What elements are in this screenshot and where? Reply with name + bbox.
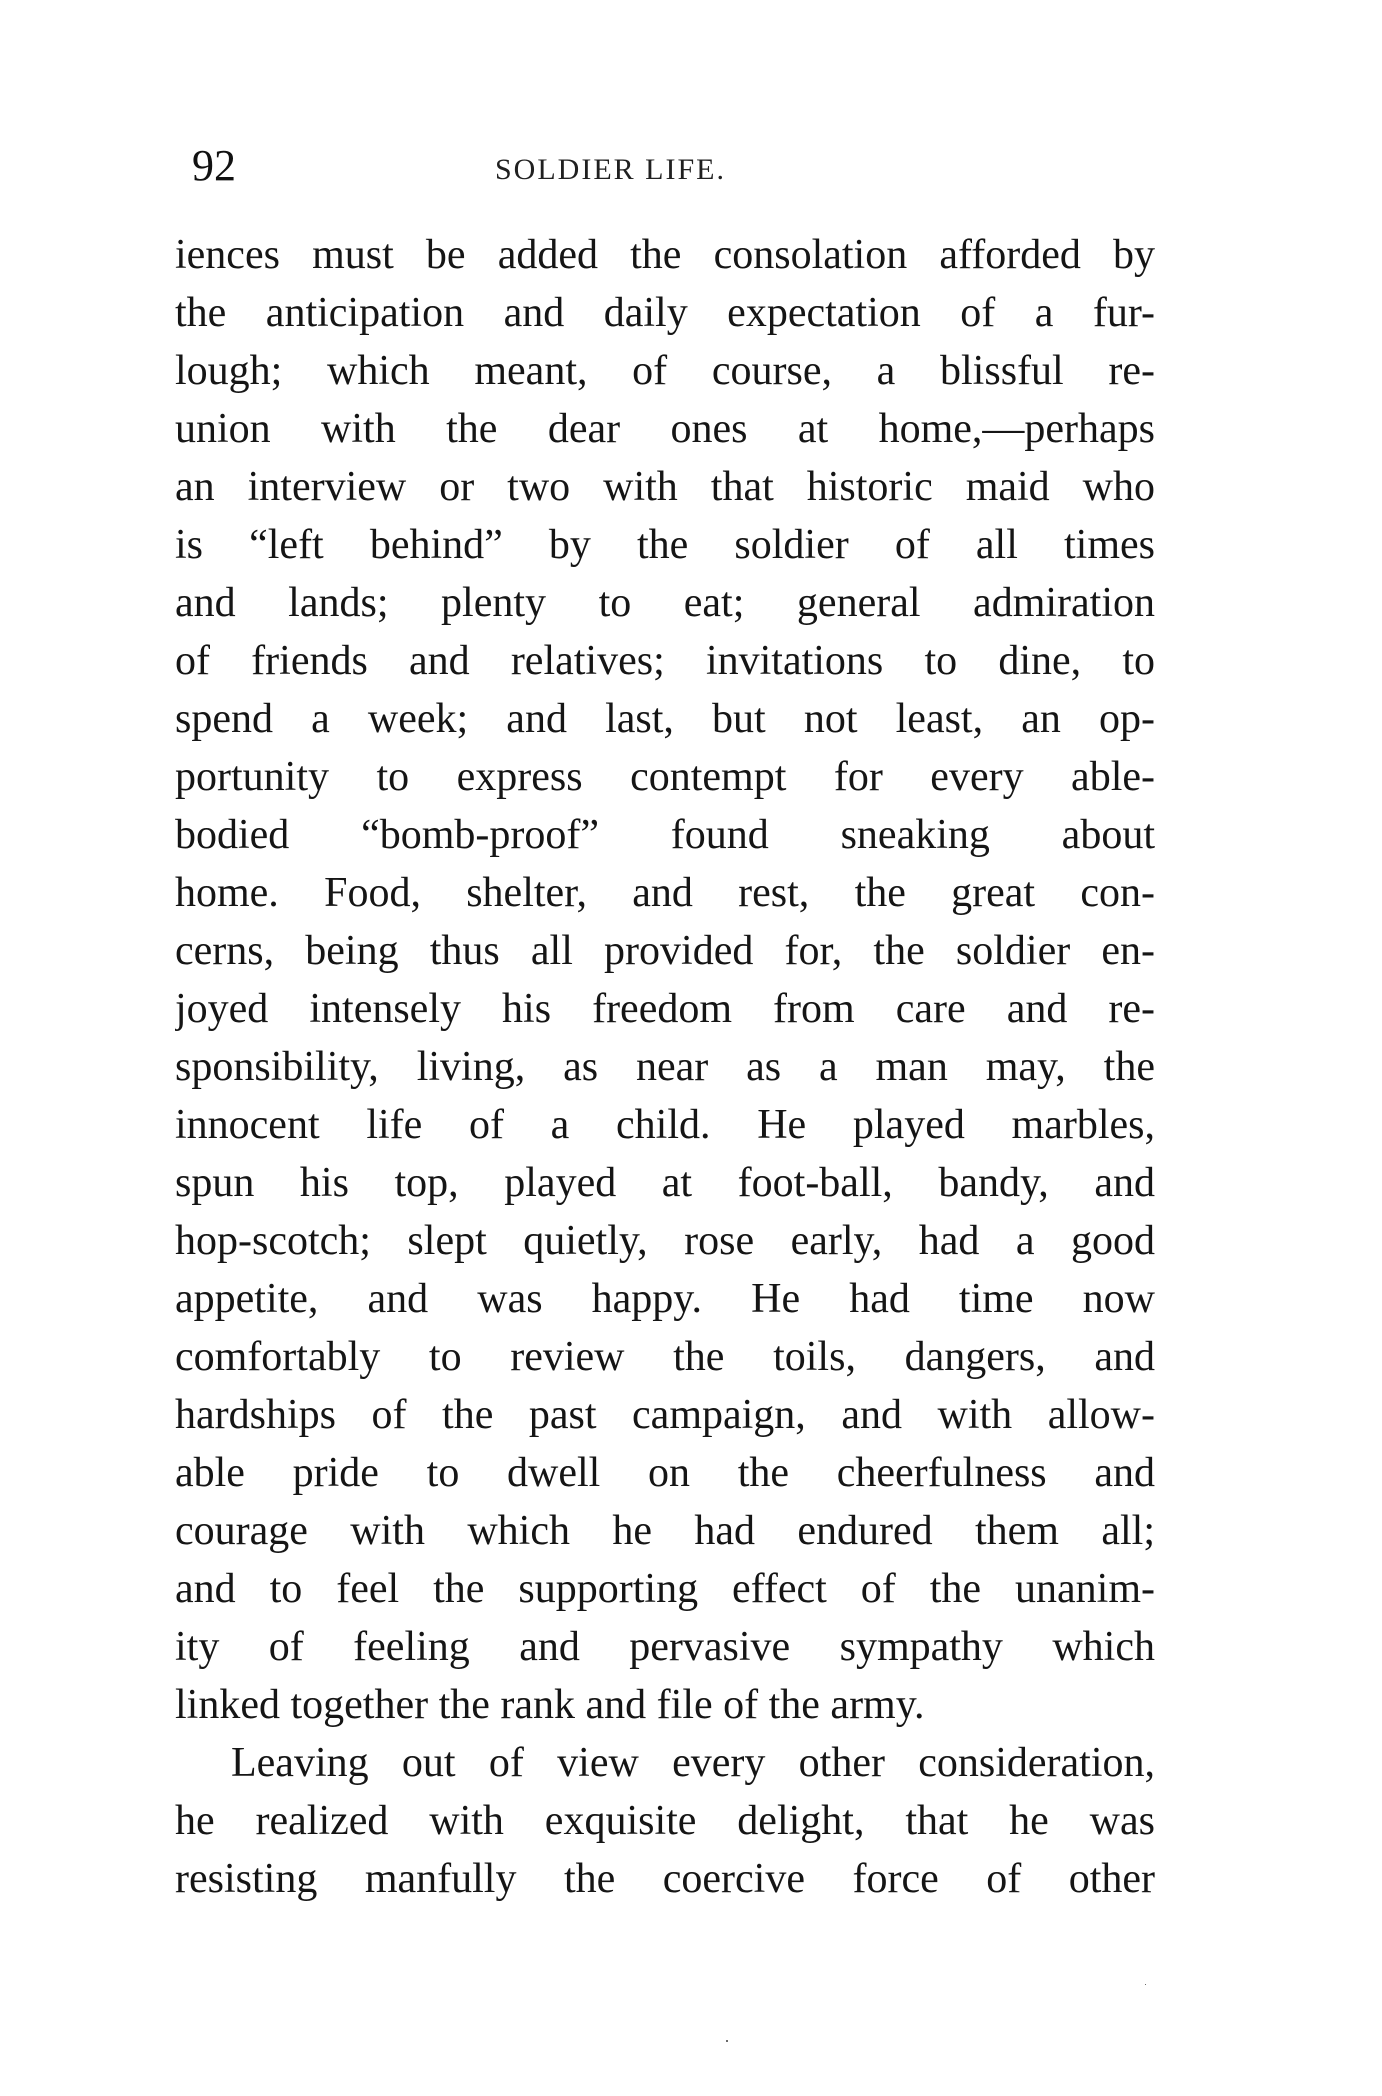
text-line: lough; which meant, of course, a blissful re- <box>175 348 1155 394</box>
text-line: able pride to dwell on the cheerfulness and <box>175 1450 1155 1496</box>
text-line: iences must be added the consolation afforded by <box>175 232 1155 278</box>
text-line: innocent life of a child. He played marbles, <box>175 1102 1155 1148</box>
text-line: the anticipation and daily expectation of a fur- <box>175 290 1155 336</box>
page-number: 92 <box>192 141 236 190</box>
text-line: is “left behind” by the soldier of all times <box>175 522 1155 568</box>
text-line: and to feel the supporting effect of the unanim- <box>175 1566 1155 1612</box>
text-line: sponsibility, living, as near as a man may, the <box>175 1044 1155 1090</box>
text-line: cerns, being thus all provided for, the soldier en- <box>175 928 1155 974</box>
text-line: spend a week; and last, but not least, an op- <box>175 696 1155 742</box>
text-line: of friends and relatives; invitations to dine, to <box>175 638 1155 684</box>
text-line: ity of feeling and pervasive sympathy which <box>175 1624 1155 1670</box>
text-line: courage with which he had endured them all; <box>175 1508 1155 1554</box>
text-line: joyed intensely his freedom from care and re- <box>175 986 1155 1032</box>
text-line: bodied “bomb-proof” found sneaking about <box>175 812 1155 858</box>
text-line: spun his top, played at foot-ball, bandy, and <box>175 1160 1155 1206</box>
text-line: appetite, and was happy. He had time now <box>175 1276 1155 1322</box>
text-line: resisting manfully the coercive force of other <box>175 1856 1155 1902</box>
text-line: comfortably to review the toils, dangers, and <box>175 1334 1155 1380</box>
text-line: home. Food, shelter, and rest, the great con- <box>175 870 1155 916</box>
text-line: hardships of the past campaign, and with allow- <box>175 1392 1155 1438</box>
text-line: he realized with exquisite delight, that he was <box>175 1798 1155 1844</box>
text-line: union with the dear ones at home,—perhaps <box>175 406 1155 452</box>
running-title: SOLDIER LIFE. <box>495 153 726 186</box>
paper-speck <box>1145 1984 1146 1985</box>
running-head <box>192 138 1152 198</box>
text-line: linked together the rank and file of the army. <box>175 1682 925 1728</box>
body-text <box>175 226 1155 1908</box>
paper-speck <box>726 2040 728 2042</box>
text-line: hop-scotch; slept quietly, rose early, had a good <box>175 1218 1155 1264</box>
paragraph-start-line: Leaving out of view every other consideration, <box>231 1740 1155 1786</box>
text-line: and lands; plenty to eat; general admiration <box>175 580 1155 626</box>
text-line: portunity to express contempt for every able- <box>175 754 1155 800</box>
text-line: an interview or two with that historic maid who <box>175 464 1155 510</box>
